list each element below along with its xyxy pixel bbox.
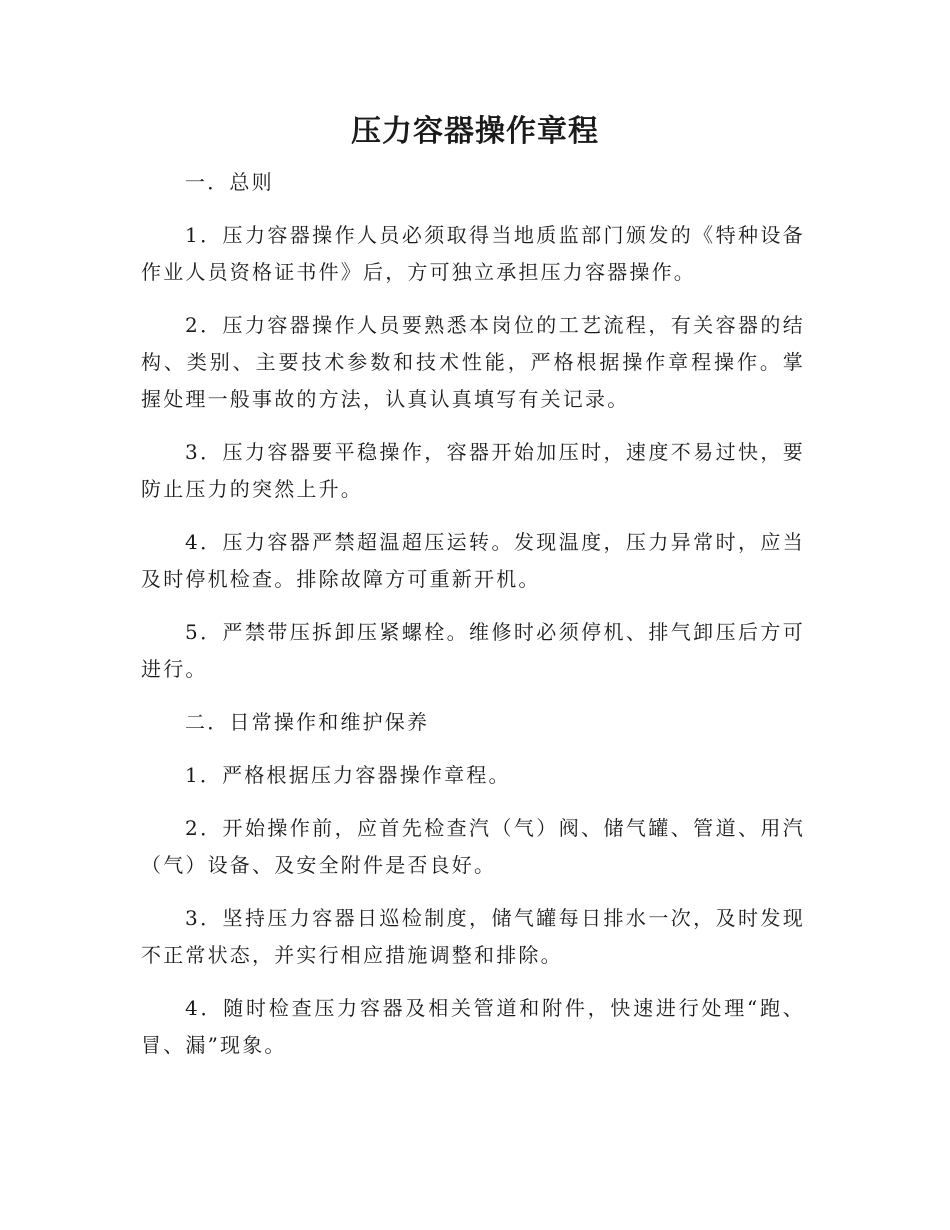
clause-2-3: 3．坚持压力容器日巡检制度，储气罐每日排水一次，及时发现不正常状态，并实行相应措施调整和排除。 [141,906,805,967]
clause-1-2: 2．压力容器操作人员要熟悉本岗位的工艺流程，有关容器的结构、类别、主要技术参数和技术性能，严格根据操作章程操作。掌握处理一般事故的方法，认真认真填写有关记录。 [141,313,805,411]
clause-2-1: 1．严格根据压力容器操作章程。 [185,763,511,787]
clause-1-4: 4．压力容器严禁超温超压运转。发现温度，压力异常时，应当及时停机检查。排除故障方可重新开机。 [141,530,805,591]
clause-1-3: 3．压力容器要平稳操作，容器开始加压时，速度不易过快，要防止压力的突然上升。 [141,440,805,501]
clause-2-4: 4．随时检查压力容器及相关管道和附件，快速进行处理“跑、冒、漏”现象。 [141,996,805,1057]
section-heading-daily-operation: 二．日常操作和维护保养 [185,710,430,734]
clause-2-2: 2．开始操作前，应首先检查汽（气）阀、储气罐、管道、用汽（气）设备、及安全附件是否良好。 [141,816,805,877]
document-body [141,164,805,1064]
document-title: 压力容器操作章程 [351,114,599,149]
clause-1-5: 5．严禁带压拆卸压紧螺栓。维修时必须停机、排气卸压后方可进行。 [141,620,805,681]
section-heading-general: 一．总则 [185,170,274,194]
clause-1-1: 1．压力容器操作人员必须取得当地质监部门颁发的《特种设备作业人员资格证书件》后，方可独立承担压力容器操作。 [141,223,805,284]
